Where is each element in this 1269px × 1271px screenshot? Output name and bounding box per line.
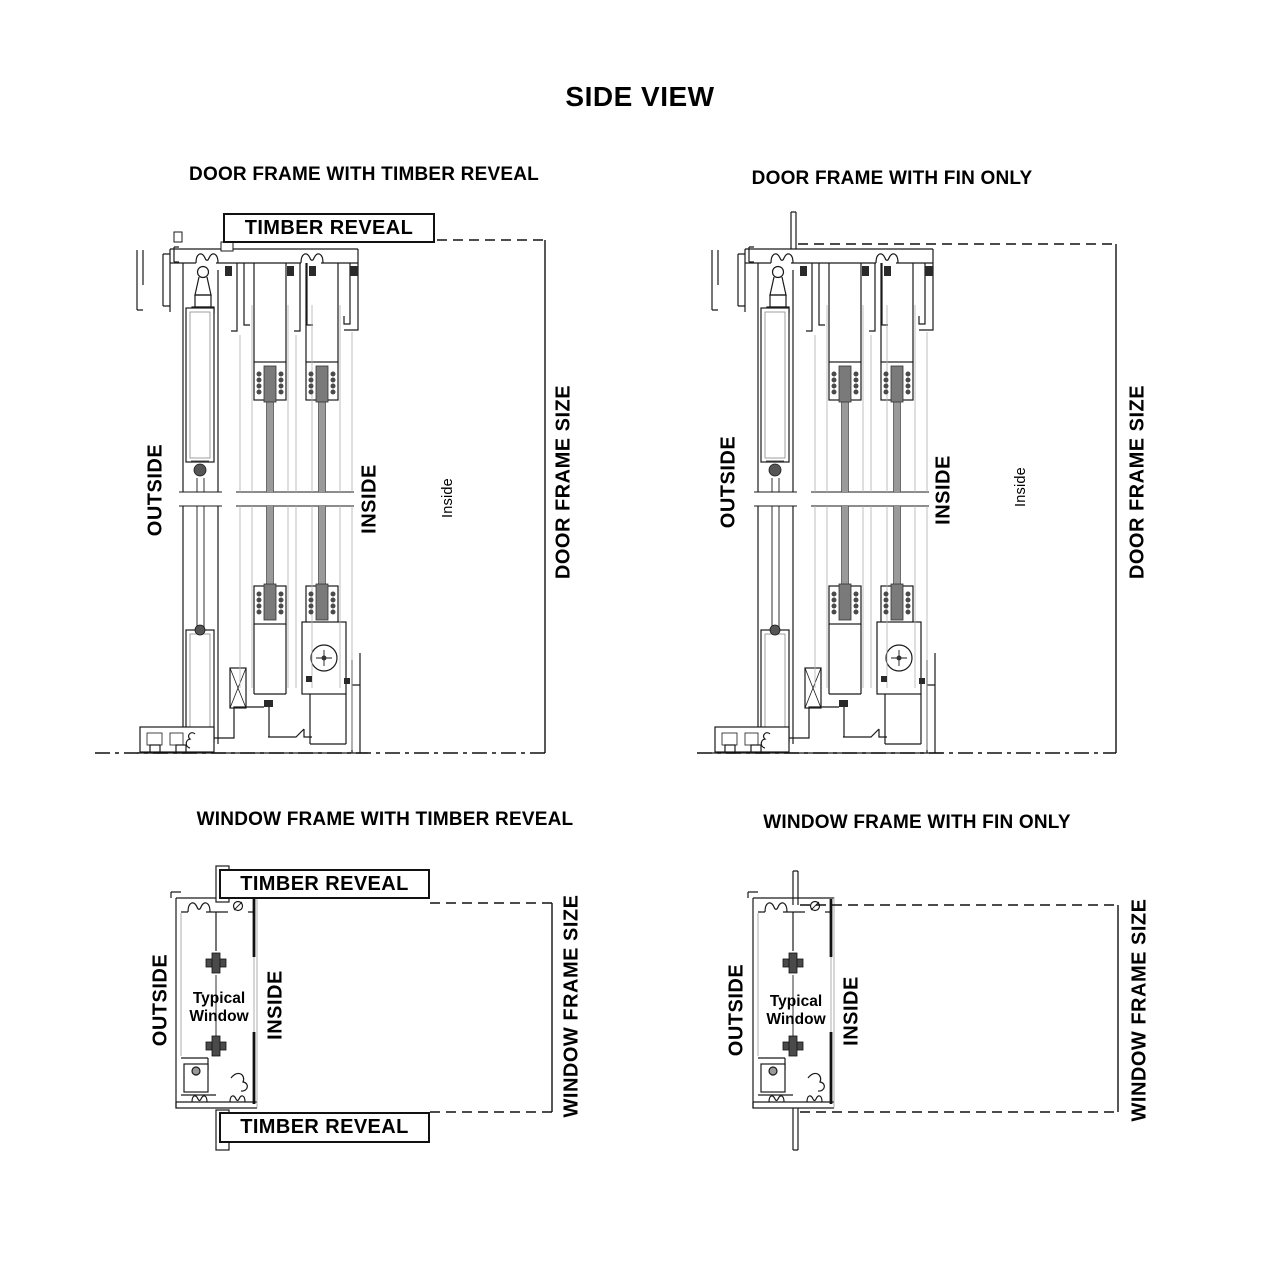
window-timber-title: WINDOW FRAME WITH TIMBER REVEAL xyxy=(196,809,574,830)
window-timber-reveal-box-bottom: TIMBER REVEAL xyxy=(219,1112,430,1143)
door-fin-outside-label: OUTSIDE xyxy=(717,435,740,529)
door-fin-inside-small-label: Inside xyxy=(1013,467,1029,507)
window-fin-typical-window-label: Typical Window xyxy=(766,993,826,1028)
door-fin-frame-size-label: DOOR FRAME SIZE xyxy=(1126,384,1149,580)
door-mounting-fin xyxy=(791,212,796,249)
window-timber-frame-size-label: WINDOW FRAME SIZE xyxy=(560,894,583,1118)
window-timber-reveal-box-top: TIMBER REVEAL xyxy=(219,869,430,899)
window-fin-outside-label: OUTSIDE xyxy=(725,963,748,1057)
window-fin-inside-label: INSIDE xyxy=(840,976,863,1046)
window-fin-frame-size-label: WINDOW FRAME SIZE xyxy=(1128,898,1151,1122)
window-fin-title: WINDOW FRAME WITH FIN ONLY xyxy=(763,812,1071,833)
window-timber-typical-window-label: Typical Window xyxy=(189,990,249,1025)
door-timber-inside-label: INSIDE xyxy=(358,464,381,534)
page-title: SIDE VIEW xyxy=(565,81,715,112)
door-fin-inside-label: INSIDE xyxy=(932,455,955,525)
window-timber-dimension-lines xyxy=(430,903,552,1112)
door-fin-title: DOOR FRAME WITH FIN ONLY xyxy=(751,168,1033,189)
door-timber-frame-size-label: DOOR FRAME SIZE xyxy=(552,384,575,580)
door-frame-fin-drawing xyxy=(697,212,1116,753)
door-timber-inside-small-label: Inside xyxy=(440,478,456,518)
door-timber-outside-label: OUTSIDE xyxy=(144,443,167,537)
door-timber-title: DOOR FRAME WITH TIMBER REVEAL xyxy=(189,164,539,185)
door-timber-reveal-box: TIMBER REVEAL xyxy=(223,213,435,243)
window-timber-outside-label: OUTSIDE xyxy=(149,953,172,1047)
window-timber-inside-label: INSIDE xyxy=(264,970,287,1040)
